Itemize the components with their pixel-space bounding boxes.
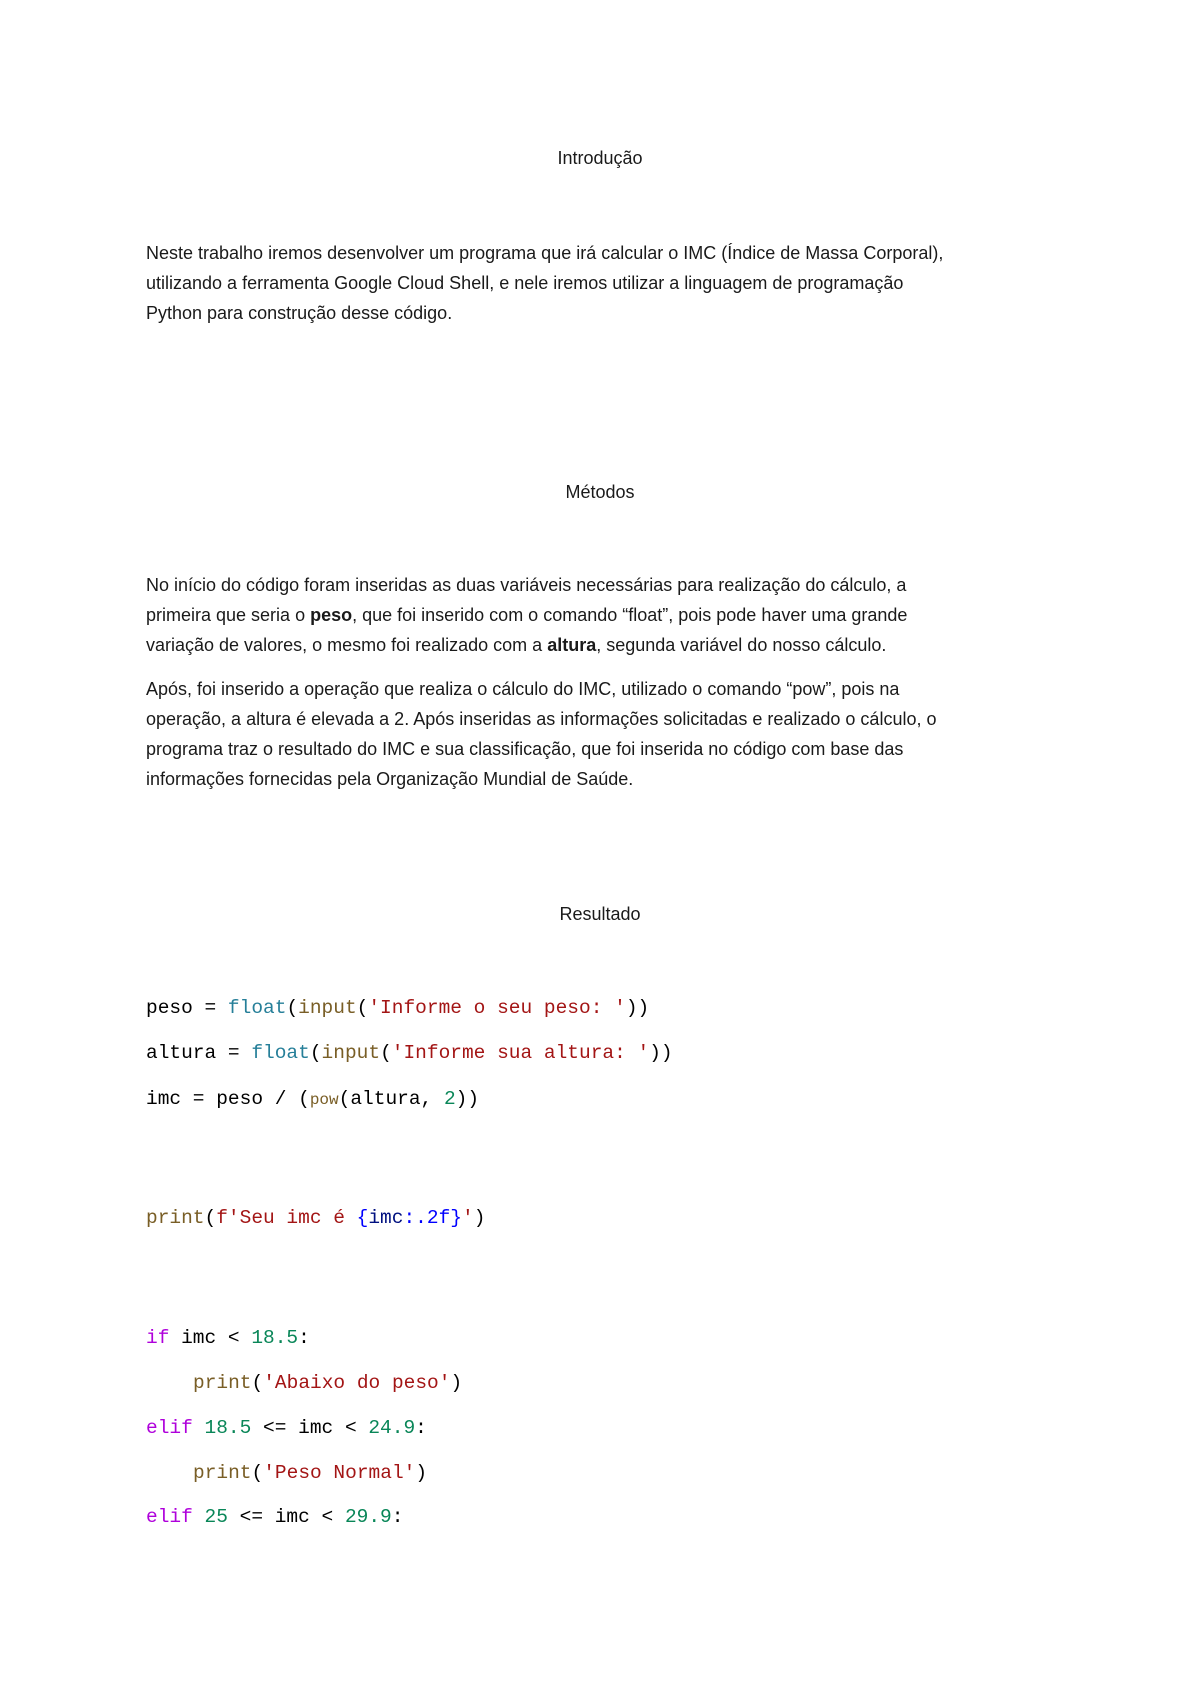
code-token: input: [298, 997, 357, 1019]
code-line: [146, 1416, 427, 1440]
code-token: 2: [443, 1088, 456, 1110]
code-token: ): [415, 1462, 428, 1484]
code-token: (: [204, 1207, 217, 1229]
code-line: [193, 1461, 427, 1485]
code-token: 18.5: [251, 1327, 299, 1349]
section-title-metodos: Métodos: [565, 482, 635, 502]
code-token: 24.9: [368, 1417, 416, 1439]
code-line: [146, 1087, 479, 1112]
code-token: imc <: [169, 1327, 252, 1349]
text-segment: variação de valores, o mesmo foi realizado com a: [146, 635, 548, 655]
bold-term-altura: altura: [547, 635, 597, 655]
code-line: [146, 1505, 403, 1529]
code-token: <= imc <: [251, 1417, 369, 1439]
code-token: (: [356, 997, 369, 1019]
text-line: [146, 630, 1066, 660]
code-token: print: [146, 1207, 205, 1229]
code-token: 25: [204, 1506, 228, 1528]
code-token: elif: [146, 1506, 193, 1528]
code-line: [146, 1206, 485, 1230]
code-token: 29.9: [344, 1506, 392, 1528]
code-token: (: [380, 1042, 392, 1064]
code-line: [193, 1371, 462, 1395]
section-title-introducao: Introdução: [557, 148, 643, 168]
code-token: :: [298, 1327, 310, 1349]
code-token: :: [391, 1506, 404, 1528]
paragraph-metodos-1: [146, 570, 1066, 660]
text-line: informações fornecidas pela Organização Mundial de Saúde.: [146, 769, 634, 789]
section-title-resultado: Resultado: [559, 904, 641, 924]
code-token: {: [356, 1207, 369, 1229]
code-token: imc = peso / (: [146, 1088, 310, 1110]
code-token: [193, 1417, 205, 1439]
code-token: imc: [368, 1207, 404, 1229]
code-token: }: [450, 1207, 462, 1229]
code-token: pow: [309, 1091, 339, 1109]
code-token: )): [649, 1042, 673, 1064]
code-line: [146, 996, 649, 1020]
text-line: operação, a altura é elevada a 2. Após inseridas as informações solicitadas e realizado o cálculo, o: [146, 709, 937, 729]
code-token: ': [461, 1207, 474, 1229]
code-token: print: [193, 1462, 252, 1484]
code-token: :: [415, 1417, 427, 1439]
code-token: float: [251, 1042, 310, 1064]
code-token: 'Abaixo do peso': [263, 1372, 451, 1394]
code-token: (: [286, 997, 299, 1019]
code-token: if: [146, 1327, 170, 1349]
code-token: input: [321, 1042, 381, 1064]
text-segment: , que foi inserido com o comando “float”, pois pode haver uma grande: [352, 605, 908, 625]
code-token: 18.5: [204, 1417, 252, 1439]
text-line: utilizando a ferramenta Google Cloud Shell, e nele iremos utilizar a linguagem de programação: [146, 273, 904, 293]
code-token: (altura,: [338, 1088, 444, 1110]
code-token: elif: [146, 1417, 193, 1439]
code-token: float: [227, 997, 287, 1019]
paragraph-introducao: [146, 238, 1066, 328]
code-token: [193, 1506, 205, 1528]
text-line: programa traz o resultado do IMC e sua classificação, que foi inserida no código com base das: [146, 739, 904, 759]
paragraph-metodos-2: [146, 674, 1066, 794]
text-line: Após, foi inserido a operação que realiza o cálculo do IMC, utilizado o comando “pow”, pois na: [146, 679, 900, 699]
text-line: [146, 600, 1066, 630]
text-line: No início do código foram inseridas as duas variáveis necessárias para realização do cálculo, a: [146, 575, 907, 595]
bold-term-peso: peso: [310, 605, 353, 625]
text-segment: primeira que seria o: [146, 605, 311, 625]
code-token: :.2f: [403, 1207, 451, 1229]
text-segment: , segunda variável do nosso cálculo.: [596, 635, 887, 655]
code-line: [146, 1326, 310, 1350]
code-token: <= imc <: [227, 1506, 345, 1528]
code-token: (: [251, 1372, 264, 1394]
code-token: altura =: [146, 1042, 252, 1064]
code-line: [146, 1041, 673, 1065]
code-token: ): [473, 1207, 486, 1229]
text-line: Python para construção desse código.: [146, 303, 453, 323]
code-token: peso =: [146, 997, 228, 1019]
text-line: Neste trabalho iremos desenvolver um programa que irá calcular o IMC (Índice de Massa Corporal),: [146, 243, 944, 263]
code-token: 'Informe sua altura: ': [391, 1042, 650, 1064]
code-token: 'Informe o seu peso: ': [368, 997, 626, 1019]
code-token: )): [625, 997, 650, 1019]
code-token: ): [450, 1372, 463, 1394]
code-token: print: [193, 1372, 252, 1394]
code-token: 'Peso Normal': [263, 1462, 416, 1484]
code-token: (: [251, 1462, 264, 1484]
code-token: (: [309, 1042, 322, 1064]
code-token: )): [455, 1088, 480, 1110]
code-token: f'Seu imc é: [216, 1207, 357, 1229]
